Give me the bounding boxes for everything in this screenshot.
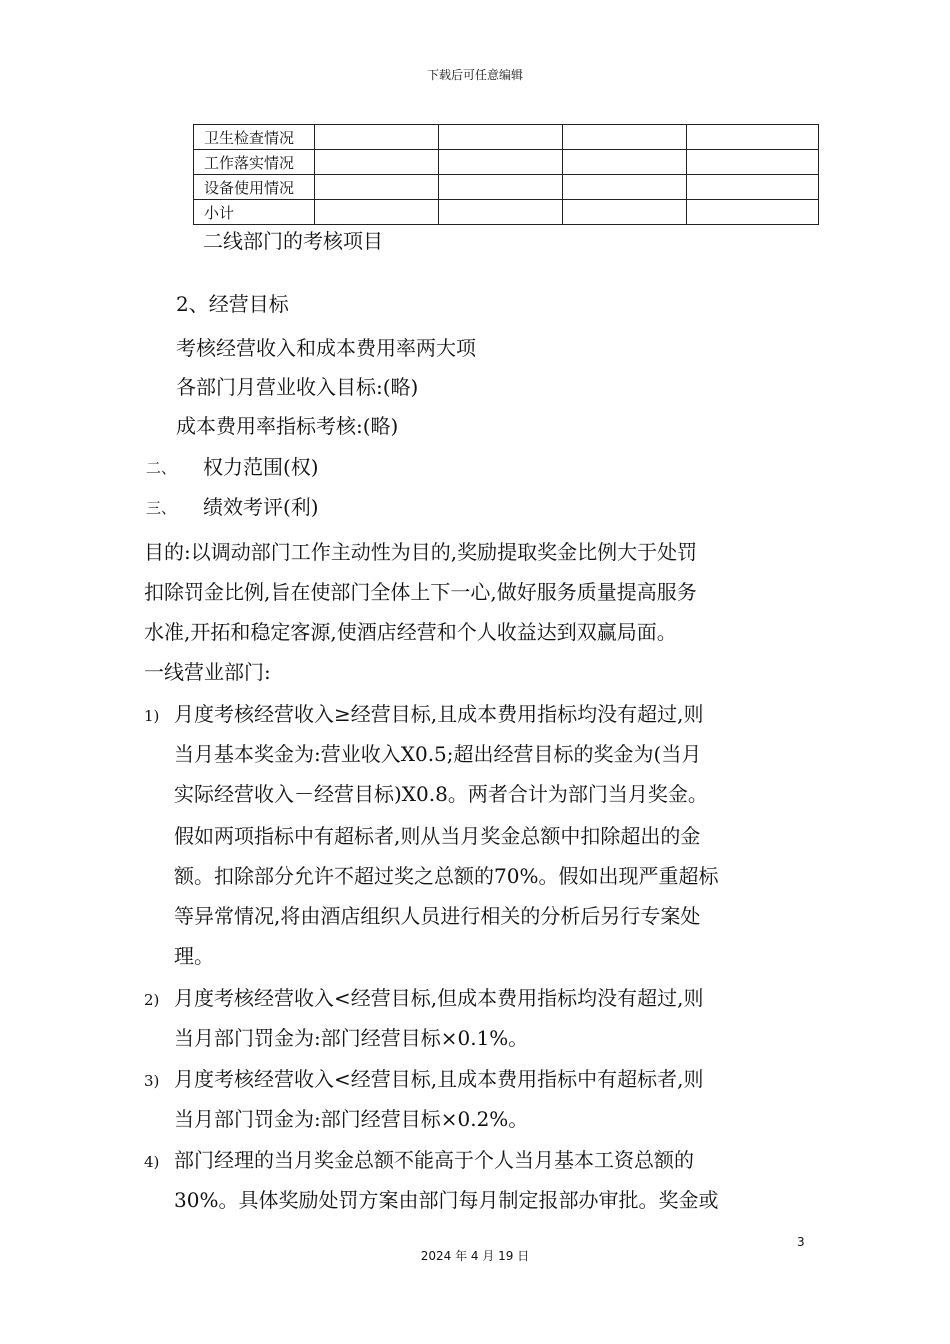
table-row — [194, 175, 819, 200]
table-cell — [315, 150, 439, 175]
business-goal-line: 各部门月营业收入目标:(略) — [176, 375, 419, 399]
list-number: 1) — [144, 707, 160, 725]
table-cell — [687, 175, 819, 200]
purpose-line: 目的:以调动部门工作主动性为目的,奖励提取奖金比例大于处罚 — [144, 540, 698, 564]
table-cell — [563, 150, 687, 175]
table-cell — [563, 175, 687, 200]
table-cell — [315, 200, 439, 225]
list-item-line: 理。 — [174, 944, 214, 968]
business-goal-line: 考核经营收入和成本费用率两大项 — [176, 336, 476, 360]
table-cell — [315, 175, 439, 200]
table-caption: 二线部门的考核项目 — [203, 229, 383, 253]
footer-date: 2024 年 4 月 19 日 — [420, 1249, 530, 1263]
table-cell — [687, 125, 819, 150]
assessment-table — [193, 124, 819, 225]
table-row — [194, 125, 819, 150]
business-goal-heading: 2、经营目标 — [176, 292, 289, 316]
page-header: 下载后可任意编辑 — [426, 68, 523, 82]
table-cell — [439, 150, 563, 175]
table-row — [194, 150, 819, 175]
section-title: 权力范围(权) — [203, 455, 319, 479]
table-cell — [439, 125, 563, 150]
list-number: 4) — [144, 1153, 160, 1171]
table-cell — [439, 175, 563, 200]
table-cell — [563, 125, 687, 150]
list-item-line: 当月基本奖金为:营业收入X0.5;超出经营目标的奖金为(当月 — [174, 742, 702, 766]
list-item-line: 等异常情况,将由酒店组织人员进行相关的分析后另行专案处 — [174, 904, 701, 928]
list-item-line: 月度考核经营收入<经营目标,且成本费用指标中有超标者,则 — [174, 1067, 704, 1091]
list-item-line: 当月部门罚金为:部门经营目标×0.2%。 — [174, 1107, 529, 1131]
list-item-line: 当月部门罚金为:部门经营目标×0.1%。 — [174, 1026, 529, 1050]
frontline-heading: 一线营业部门: — [144, 660, 271, 684]
section-title: 绩效考评(利) — [203, 495, 319, 519]
list-item-line: 30%。具体奖励处罚方案由部门每月制定报部办审批。奖金或 — [174, 1188, 719, 1212]
table-cell — [439, 200, 563, 225]
section-number: 三、 — [146, 499, 177, 517]
purpose-line: 扣除罚金比例,旨在使部门全体上下一心,做好服务质量提高服务 — [144, 580, 697, 604]
table-row-label: 设备使用情况 — [194, 175, 315, 200]
table-row-label: 工作落实情况 — [194, 150, 315, 175]
table-cell — [315, 125, 439, 150]
table-cell — [687, 150, 819, 175]
list-item-line: 假如两项指标中有超标者,则从当月奖金总额中扣除超出的金 — [174, 824, 701, 848]
table-row-label: 小计 — [194, 200, 315, 225]
business-goal-line: 成本费用率指标考核:(略) — [176, 414, 399, 438]
table-cell — [687, 200, 819, 225]
section-number: 二、 — [146, 459, 177, 477]
table-row — [194, 200, 819, 225]
list-item-line: 部门经理的当月奖金总额不能高于个人当月基本工资总额的 — [174, 1148, 694, 1172]
list-item-line: 实际经营收入－经营目标)X0.8。两者合计为部门当月奖金。 — [174, 782, 708, 806]
list-number: 3) — [144, 1072, 160, 1090]
purpose-line: 水准,开拓和稳定客源,使酒店经营和个人收益达到双赢局面。 — [144, 620, 677, 644]
table-row-label: 卫生检查情况 — [194, 125, 315, 150]
page-number: 3 — [797, 1235, 805, 1249]
list-item-line: 月度考核经营收入<经营目标,但成本费用指标均没有超过,则 — [174, 986, 704, 1010]
list-item-line: 额。扣除部分允许不超过奖之总额的70%。假如出现严重超标 — [174, 864, 719, 888]
list-number: 2) — [144, 991, 160, 1009]
list-item-line: 月度考核经营收入≥经营目标,且成本费用指标均没有超过,则 — [174, 702, 704, 726]
table-cell — [563, 200, 687, 225]
